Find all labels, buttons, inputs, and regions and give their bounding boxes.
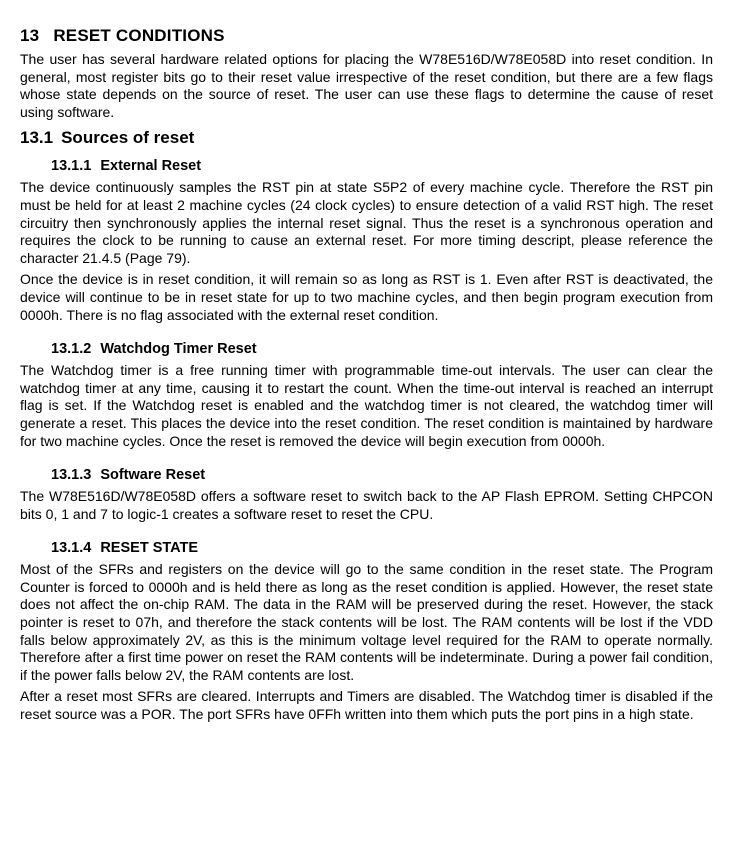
subsection-title: RESET STATE bbox=[100, 540, 199, 557]
subsection-number: 13.1.2 bbox=[51, 341, 92, 358]
chapter-heading bbox=[20, 25, 713, 46]
external-reset-paragraph-1: The device continuously samples the RST pin at state S5P2 of every machine cycle. Therefore the RST pin must be held for at least 2 machine cycles (24 clock cycles) to ensure detection of a valid RST high. The reset circuitry then synchronously applies the internal reset signal. Thus the reset is a synchronous operation and requires the clock to be running to cause an external reset. For more timing descript, please reference the character 21.4.5 (Page 79). bbox=[20, 179, 713, 266]
subsection-heading-external-reset bbox=[51, 157, 713, 175]
reset-state-paragraph-2: After a reset most SFRs are cleared. Interrupts and Timers are disabled. The Watchdog timer is disabled if the reset source was a POR. The port SFRs have 0FFh written into them which puts the port pins in a high state. bbox=[20, 688, 713, 723]
subsection-title: Watchdog Timer Reset bbox=[100, 341, 257, 358]
section-title: Sources of reset bbox=[61, 128, 195, 148]
chapter-title: RESET CONDITIONS bbox=[53, 26, 225, 45]
subsection-title: External Reset bbox=[100, 158, 202, 175]
subsection-number: 13.1.1 bbox=[51, 158, 92, 175]
subsection-number: 13.1.3 bbox=[51, 467, 92, 484]
external-reset-paragraph-2: Once the device is in reset condition, it will remain so as long as RST is 1. Even after RST is deactivated, the device will continue to be in reset state for up to two machine cycles, and then begin program execution from 0000h. There is no flag associated with the external reset condition. bbox=[20, 271, 713, 323]
chapter-number: 13 bbox=[20, 26, 40, 45]
subsection-title: Software Reset bbox=[100, 467, 206, 484]
watchdog-reset-paragraph: The Watchdog timer is a free running timer with programmable time-out intervals. The user can clear the watchdog timer at any time, causing it to restart the count. When the time-out interval is reached an interrupt flag is set. If the Watchdog reset is enabled and the watchdog timer is not cleared, the watchdog timer will generate a reset. This places the device into the reset condition. The reset condition is maintained by hardware for two machine cycles. Once the reset is removed the device will begin execution from 0000h. bbox=[20, 362, 713, 449]
subsection-heading-reset-state bbox=[51, 539, 713, 557]
reset-state-paragraph-1: Most of the SFRs and registers on the device will go to the same condition in the reset state. The Program Counter is forced to 0000h and is held there as long as the reset condition is applied. However, the reset state does not affect the on-chip RAM. The data in the RAM will be preserved during the reset. However, the stack pointer is reset to 07h, and therefore the stack contents will be lost. The RAM contents will be lost if the VDD falls below approximately 2V, as this is the minimum voltage level required for the RAM to operate normally. Therefore after a first time power on reset the RAM contents will be indeterminate. During a power fail condition, if the power falls below 2V, the RAM contents are lost. bbox=[20, 561, 713, 683]
document-page bbox=[20, 25, 713, 728]
subsection-heading-watchdog-timer-reset bbox=[51, 340, 713, 358]
section-number: 13.1 bbox=[20, 128, 54, 148]
section-heading bbox=[20, 127, 713, 148]
subsection-heading-software-reset bbox=[51, 466, 713, 484]
subsection-number: 13.1.4 bbox=[51, 540, 92, 557]
software-reset-paragraph: The W78E516D/W78E058D offers a software reset to switch back to the AP Flash EPROM. Setting CHPCON bits 0, 1 and 7 to logic-1 creates a software reset to reset the CPU. bbox=[20, 488, 713, 522]
chapter-intro-paragraph: The user has several hardware related options for placing the W78E516D/W78E058D into reset condition. In general, most register bits go to their reset value irrespective of the reset condition, but there are a few flags whose state depends on the source of reset. The user can use these flags to determine the cause of reset using software. bbox=[20, 51, 713, 120]
